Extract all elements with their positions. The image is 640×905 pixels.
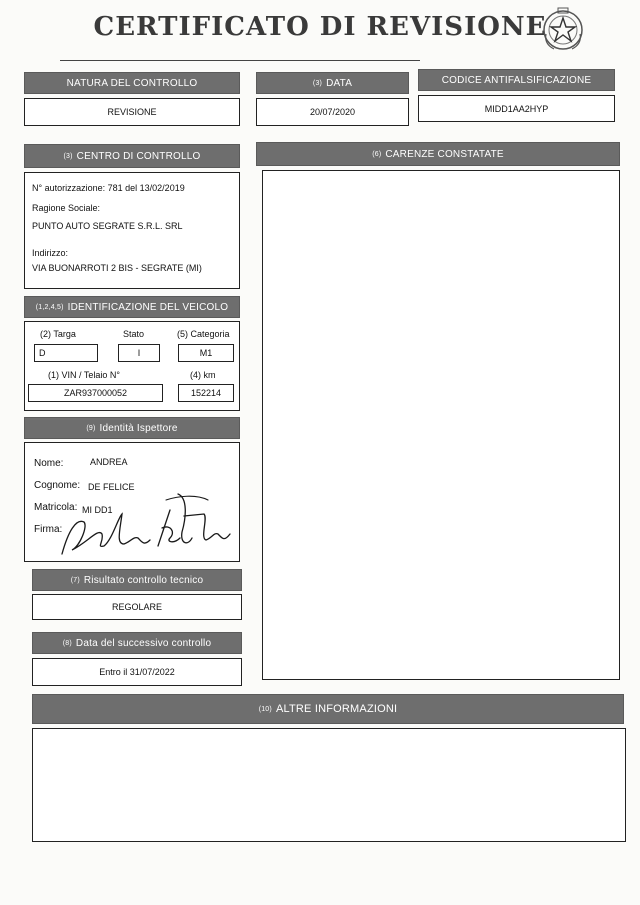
risultato-header-label: Risultato controllo tecnico — [83, 574, 204, 586]
km-value: 152214 — [190, 388, 222, 398]
title-divider — [60, 60, 420, 61]
veicolo-header — [24, 296, 240, 318]
risultato-value: REGOLARE — [111, 602, 162, 612]
carenze-box — [262, 170, 620, 680]
natura-controllo-value: REVISIONE — [107, 107, 157, 117]
veicolo-header-label: IDENTIFICAZIONE DEL VEICOLO — [67, 301, 229, 313]
carenze-header-label: CARENZE CONSTATATE — [385, 148, 504, 160]
ragione-sociale-label: Ragione Sociale: — [32, 203, 101, 213]
natura-controllo-header-label: NATURA DEL CONTROLLO — [66, 77, 198, 89]
categoria-label: (5) Categoria — [177, 329, 230, 339]
km-field — [178, 384, 234, 402]
stato-field — [118, 344, 160, 362]
ispettore-header — [24, 417, 240, 439]
codice-antifalsificazione-header — [418, 69, 615, 91]
successivo-controllo-value: Entro il 31/07/2022 — [99, 667, 175, 677]
carenze-header-number: (6) — [372, 150, 382, 158]
ragione-sociale-value: PUNTO AUTO SEGRATE S.R.L. SRL — [32, 221, 183, 231]
risultato-header-number: (7) — [70, 576, 80, 584]
data-header — [256, 72, 409, 94]
matricola-label: Matricola: — [34, 502, 78, 513]
indirizzo-value: VIA BUONARROTI 2 BIS - SEGRATE (MI) — [32, 263, 202, 273]
centro-controllo-header — [24, 144, 240, 168]
categoria-value: M1 — [199, 348, 213, 358]
vin-field — [28, 384, 163, 402]
indirizzo-label: Indirizzo: — [32, 248, 69, 258]
risultato-field — [32, 594, 242, 620]
successivo-controllo-header — [32, 632, 242, 654]
matricola-value: MI DD1 — [82, 505, 113, 515]
natura-controllo-header — [24, 72, 240, 94]
codice-antifalsificazione-value: MIDD1AA2HYP — [484, 103, 549, 114]
codice-antifalsificazione-field — [418, 95, 615, 122]
stato-label: Stato — [123, 329, 145, 339]
veicolo-header-number: (1,2,4,5) — [35, 303, 64, 311]
cognome-value: DE FELICE — [88, 482, 135, 492]
altre-informazioni-header — [32, 694, 624, 724]
successivo-controllo-field — [32, 658, 242, 686]
italian-republic-emblem-icon — [538, 4, 588, 54]
data-header-label: DATA — [326, 77, 353, 89]
vin-value: ZAR937000052 — [63, 388, 128, 398]
firma-label: Firma: — [34, 524, 63, 535]
natura-controllo-field — [24, 98, 240, 126]
stato-value: I — [137, 348, 141, 358]
inspector-signature — [58, 488, 238, 562]
altre-informazioni-header-number: (10) — [258, 705, 272, 713]
centro-controllo-header-number: (3) — [63, 152, 73, 160]
codice-antifalsificazione-header-label: CODICE ANTIFALSIFICAZIONE — [441, 74, 592, 86]
centro-controllo-header-label: CENTRO DI CONTROLLO — [76, 150, 201, 162]
ispettore-header-label: Identità Ispettore — [99, 422, 178, 434]
categoria-field — [178, 344, 234, 362]
data-header-number: (3) — [312, 79, 323, 87]
data-value: 20/07/2020 — [309, 107, 356, 117]
ispettore-header-number: (9) — [86, 424, 96, 432]
nome-label: Nome: — [34, 458, 64, 469]
altre-informazioni-box — [32, 728, 626, 842]
km-label: (4) km — [190, 370, 216, 380]
data-field — [256, 98, 409, 126]
vin-label: (1) VIN / Telaio N° — [48, 370, 120, 380]
targa-field — [34, 344, 98, 362]
cognome-label: Cognome: — [34, 480, 81, 491]
targa-label: (2) Targa — [40, 329, 76, 339]
carenze-header — [256, 142, 620, 166]
successivo-controllo-header-number: (8) — [62, 639, 72, 647]
risultato-header — [32, 569, 242, 591]
autorizzazione-text: N° autorizzazione: 781 del 13/02/2019 — [32, 183, 185, 193]
nome-value: ANDREA — [90, 457, 128, 467]
targa-value: D — [39, 348, 46, 358]
altre-informazioni-header-label: ALTRE INFORMAZIONI — [275, 703, 398, 715]
successivo-controllo-header-label: Data del successivo controllo — [75, 637, 212, 649]
document-title: CERTIFICATO DI REVISIONE — [93, 12, 547, 42]
